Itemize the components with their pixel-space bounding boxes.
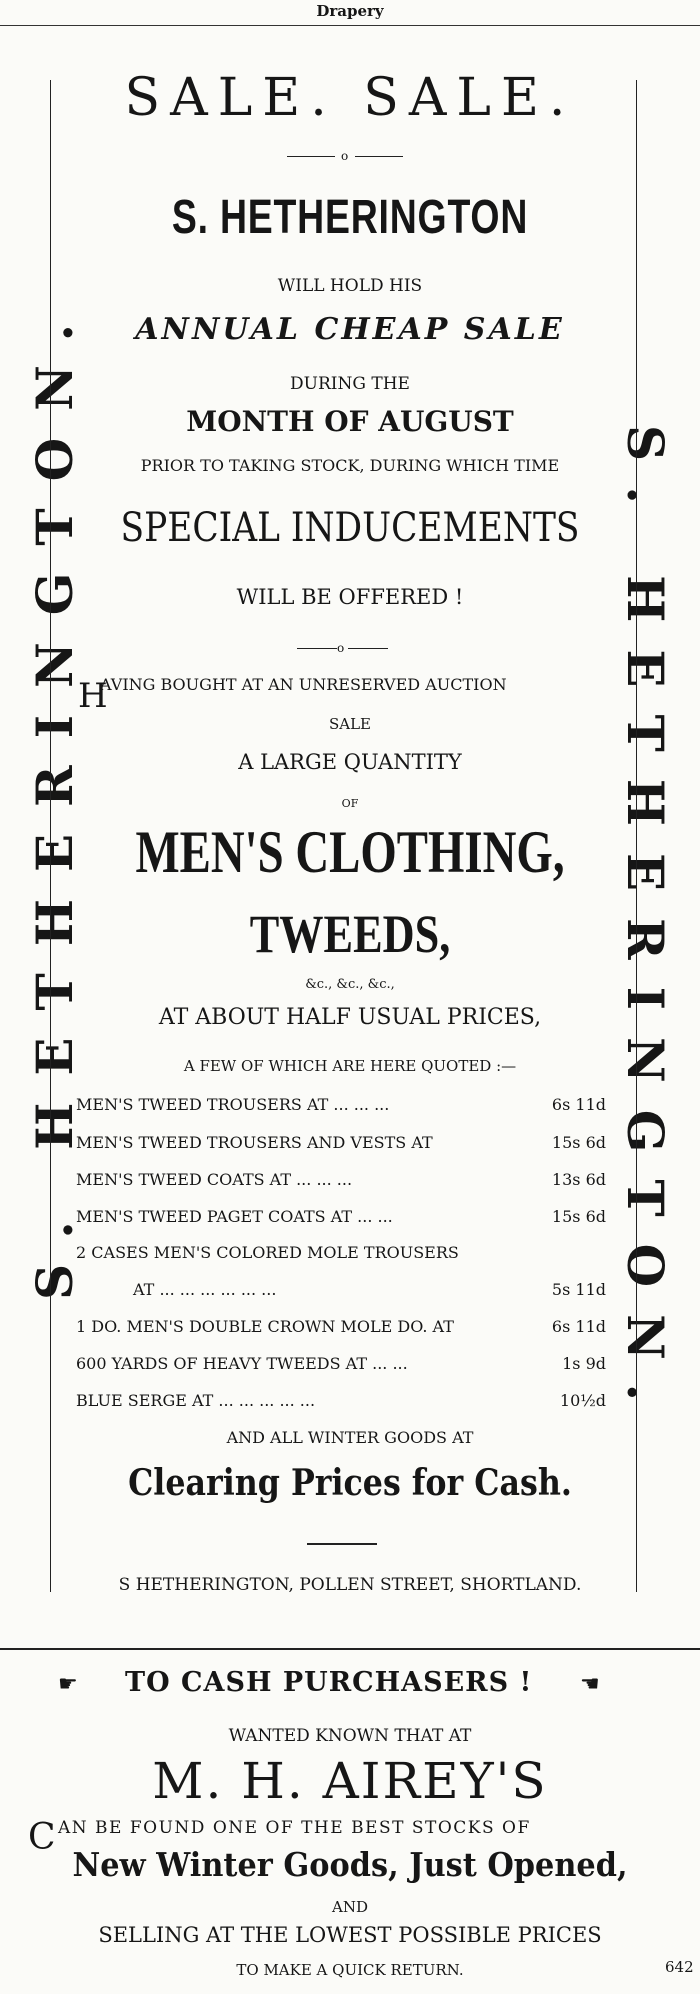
price-item: 2 CASES MEN'S COLORED MOLE TROUSERS — [76, 1243, 459, 1262]
price-item: MEN'S TWEED COATS AT ... ... ... — [76, 1170, 353, 1189]
new-winter-goods: New Winter Goods, Just Opened, — [72, 1845, 628, 1884]
pointing-hand-right-icon: ☚ — [580, 1672, 600, 1697]
pointing-hand-left-icon: ☛ — [58, 1672, 78, 1697]
price-value: 6s 11d — [551, 1317, 606, 1336]
ornament-dot-2: o — [337, 641, 345, 655]
price-item: BLUE SERGE AT ... ... ... ... ... — [76, 1391, 316, 1410]
during-text: DURING THE — [290, 374, 410, 394]
quick-return: TO MAKE A QUICK RETURN. — [236, 1961, 464, 1979]
ornament-rule-left-2 — [297, 648, 337, 649]
prior-text: PRIOR TO TAKING STOCK, DURING WHICH TIME — [140, 456, 560, 475]
price-value: 15s 6d — [551, 1133, 606, 1152]
price-item: AT ... ... ... ... ... ... — [133, 1280, 277, 1299]
right-vertical-name: S. HETHERINGTON. — [616, 425, 675, 1429]
best-stocks: AN BE FOUND ONE OF THE BEST STOCKS OF — [58, 1818, 531, 1838]
wanted-known: WANTED KNOWN THAT AT — [228, 1726, 472, 1746]
etc-text: &c., &c., &c., — [305, 977, 395, 992]
mens-clothing: MEN'S CLOTHING, — [135, 819, 565, 885]
cash-purchasers: TO CASH PURCHASERS ! — [125, 1667, 533, 1698]
of-word: OF — [341, 797, 359, 810]
closing-rule — [307, 1543, 377, 1545]
price-value: 1s 9d — [562, 1354, 606, 1373]
left-vertical-name: S. HETHERINGTON. — [25, 296, 84, 1300]
price-item: MEN'S TWEED TROUSERS AND VESTS AT — [76, 1133, 433, 1152]
ornament-rule-right-2 — [348, 648, 388, 649]
address-line: S HETHERINGTON, POLLEN STREET, SHORTLAND. — [118, 1575, 582, 1595]
winter-goods: AND ALL WINTER GOODS AT — [226, 1428, 474, 1447]
merchant-name: S. HETHERINGTON — [171, 191, 529, 244]
bought-text: AVING BOUGHT AT AN UNRESERVED AUCTION — [100, 675, 507, 694]
ornament-rule-left — [287, 156, 335, 157]
ad-title: SALE. SALE. — [124, 68, 576, 128]
price-item: 600 YARDS OF HEAVY TWEEDS AT ... ... — [76, 1354, 408, 1373]
special-inducements: SPECIAL INDUCEMENTS — [120, 505, 580, 551]
will-hold-text: WILL HOLD HIS — [277, 276, 423, 296]
large-quantity: A LARGE QUANTITY — [238, 750, 462, 774]
header-rule — [0, 25, 700, 26]
ornament-dot: o — [341, 149, 349, 163]
price-value: 15s 6d — [551, 1207, 606, 1226]
sale-word: SALE — [328, 715, 372, 733]
ad-divider — [0, 1648, 700, 1650]
offered-text: WILL BE OFFERED ! — [236, 585, 464, 609]
ad-number: 642 — [665, 1958, 694, 1976]
ornament-rule-right — [355, 156, 403, 157]
price-item: MEN'S TWEED TROUSERS AT ... ... ... — [76, 1095, 390, 1114]
clearing-prices: Clearing Prices for Cash. — [128, 1462, 572, 1504]
price-value: 6s 11d — [551, 1095, 606, 1114]
airey-name: M. H. AIREY'S — [152, 1752, 548, 1810]
price-value: 10½d — [559, 1391, 606, 1410]
few-quoted: A FEW OF WHICH ARE HERE QUOTED :— — [183, 1057, 517, 1075]
drop-cap-c: C — [28, 1817, 56, 1858]
drop-cap-h: H — [78, 676, 108, 716]
half-prices: AT ABOUT HALF USUAL PRICES, — [158, 1005, 542, 1030]
month-text: MONTH OF AUGUST — [186, 405, 514, 438]
section-header: Drapery — [316, 2, 384, 20]
and-word: AND — [332, 1898, 368, 1916]
tweeds: TWEEDS, — [249, 904, 451, 964]
annual-sale-text: ANNUAL CHEAP SALE — [135, 312, 565, 347]
price-value: 5s 11d — [551, 1280, 606, 1299]
price-item: 1 DO. MEN'S DOUBLE CROWN MOLE DO. AT — [76, 1317, 454, 1336]
price-item: MEN'S TWEED PAGET COATS AT ... ... — [76, 1207, 393, 1226]
lowest-prices: SELLING AT THE LOWEST POSSIBLE PRICES — [98, 1923, 602, 1947]
price-value: 13s 6d — [551, 1170, 606, 1189]
